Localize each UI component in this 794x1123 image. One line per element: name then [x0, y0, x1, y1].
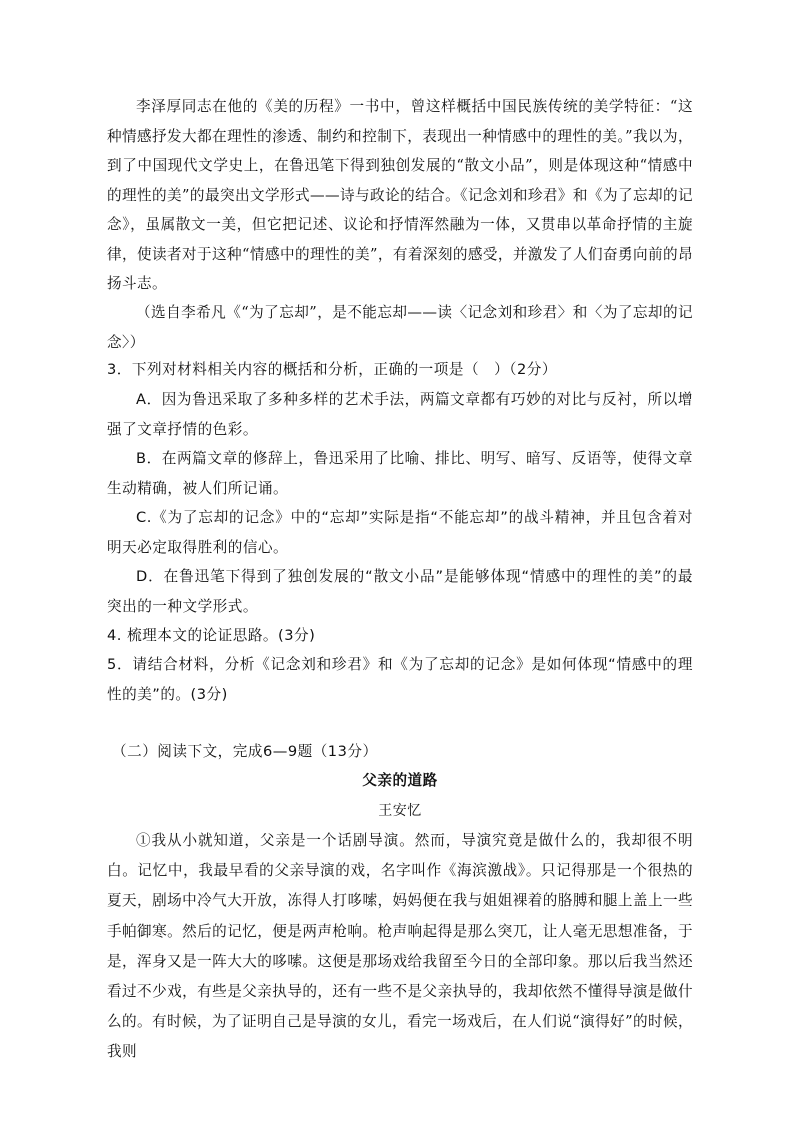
material-paragraph: 李泽厚同志在他的《美的历程》一书中，曾这样概括中国民族传统的美学特征：“这种情感抒发大都在理性的渗透、制约和控制下，表现出一种情感中的理性的美。”我以为，到了中国现代文学史上，在鲁迅笔下得到独创发展的“散文小品”，则是体现这种“情感中的理性的美”的最突出文学形式——诗与政论的结合。《记念刘和珍君》和《为了忘却的记念》，虽属散文一美，但它把记述、议论和抒情浑然融为一体，又贯串以革命抒情的主旋律，使读者对于这种“情感中的理性的美”，有着深刻的感受，并激发了人们奋勇向前的昂扬斗志。: [107, 98, 693, 292]
question-3-option-d: D．在鲁迅笔下得到了独创发展的“散文小品”是能够体现“情感中的理性的美”的最突出的一种文学形式。: [107, 568, 693, 615]
question-3-option-b: B．在两篇文章的修辞上，鲁迅采用了比喻、排比、明写、暗写、反语等，使得文章生动精确，被人们所记诵。: [107, 450, 693, 497]
article-title: 父亲的道路: [362, 772, 438, 789]
question-3-option-c: C.《为了忘却的记念》中的“忘却”实际是指“不能忘却”的战斗精神，并且包含着对明天必定取得胜利的信心。: [107, 509, 693, 556]
material-source: （选自李希凡《“为了忘却”，是不能忘却——读〈记念刘和珍君〉和〈为了忘却的记念〉）: [107, 304, 693, 351]
article-paragraph-1: ①我从小就知道，父亲是一个话剧导演。然而，导演究竟是做什么的，我却很不明白。记忆中，我最早看的父亲导演的戏，名字叫作《海滨激战》。只记得那是一个很热的夏天，剧场中冷气大开放，冻得人打哆嗦，妈妈便在我与姐姐裸着的胳膊和腿上盖上一些手帕御寒。然后的记忆，便是两声枪响。枪声响起得是那么突兀，让人毫无思想准备，于是，浑身又是一阵大大的哆嗦。这便是那场戏给我留至今日的全部印象。那以后我当然还看过不少戏，有些是父亲执导的，还有一些不是父亲执导的，我却依然不懂得导演是做什么的。有时候，为了证明自己是导演的女儿，看完一场戏后，在人们说“演得好”的时候，我则: [107, 832, 693, 1061]
article-author: 王安忆: [378, 803, 422, 819]
question-4: 4. 梳理本文的论证思路。(3分): [107, 627, 316, 644]
question-5: 5．请结合材料，分析《记念刘和珍君》和《为了忘却的记念》是如何体现“情感中的理性的美”的。(3分): [107, 656, 693, 703]
question-3-stem: 3．下列对材料相关内容的概括和分析，正确的一项是（ ）（2分）: [107, 361, 557, 378]
section-heading: （二）阅读下文，完成6—9题（13分）: [112, 743, 378, 760]
question-3-option-a: A．因为鲁迅采取了多种多样的艺术手法，两篇文章都有巧妙的对比与反衬，所以增强了文章抒情的色彩。: [107, 391, 693, 438]
